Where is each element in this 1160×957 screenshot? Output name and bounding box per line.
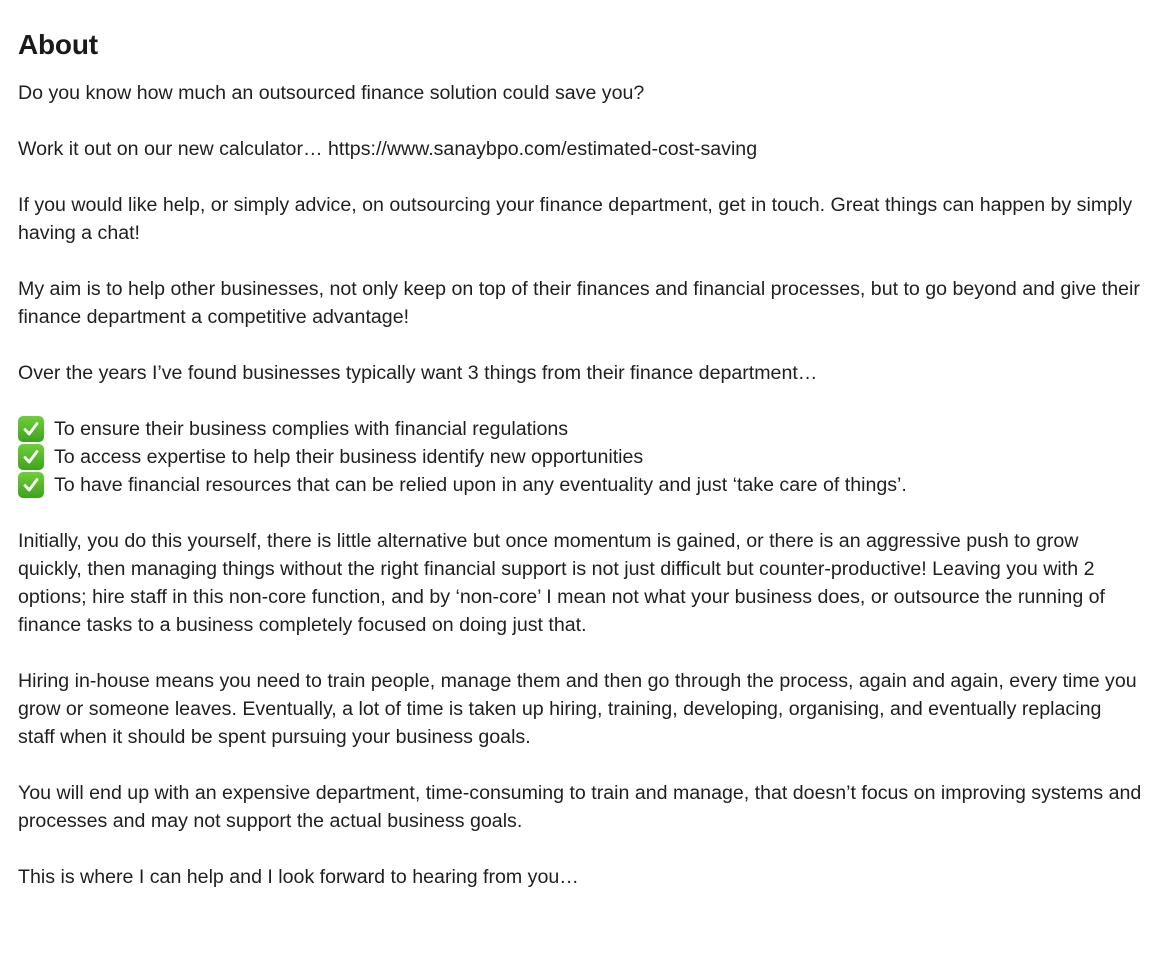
checklist-item-text: To ensure their business complies with financial regulations bbox=[54, 418, 569, 440]
paragraph-calculator bbox=[18, 135, 1142, 163]
paragraph-hiring: Hiring in-house means you need to train people, manage them and then go through the process, again and again, every time you grow or someone leaves. Eventually, a lot of time is taken up hiring, training, developing, organising, and eventually replacing staff when it should be spent pursuing your business goals. bbox=[18, 670, 1137, 748]
paragraph-get-in-touch: If you would like help, or simply advice, on outsourcing your finance department, get in touch. Great things can happen by simply having a chat! bbox=[18, 194, 1133, 244]
paragraph-closing: This is where I can help and I look forward to hearing from you… bbox=[18, 866, 579, 888]
paragraph-initially: Initially, you do this yourself, there is little alternative but once momentum is gained, or there is an aggressive push to grow quickly, then managing things without the right financial support is not just difficult but counter-productive! Leaving you with 2 options; hire staff in this non-core function, and by ‘non-core’ I mean not what your business does, or outsource the running of finance tasks to a business completely focused on doing just that. bbox=[18, 530, 1106, 636]
paragraph-aim: My aim is to help other businesses, not only keep on top of their finances and financial processes, but to go beyond and give their finance department a competitive advantage! bbox=[18, 278, 1140, 328]
calculator-text: Work it out on our new calculator… bbox=[18, 138, 329, 160]
checklist bbox=[18, 415, 1142, 499]
checklist-item bbox=[18, 415, 1142, 443]
calculator-link[interactable]: https://www.sanaybpo.com/estimated-cost-saving bbox=[328, 138, 758, 160]
checklist-item-text: To have financial resources that can be relied upon in any eventuality and just ‘take care of things’. bbox=[54, 474, 907, 496]
check-mark-button-icon bbox=[18, 416, 44, 442]
check-mark-button-icon bbox=[18, 444, 44, 470]
paragraph-expensive: You will end up with an expensive department, time-consuming to train and manage, that doesn’t focus on improving systems and processes and may not support the actual business goals. bbox=[18, 782, 1142, 832]
checklist-item-text: To access expertise to help their business identify new opportunities bbox=[54, 446, 644, 468]
about-body bbox=[18, 79, 1142, 891]
checklist-item bbox=[18, 443, 1142, 471]
section-title: About bbox=[18, 29, 98, 60]
paragraph-three-things: Over the years I’ve found businesses typically want 3 things from their finance department… bbox=[18, 362, 818, 384]
checklist-item bbox=[18, 471, 1142, 499]
check-mark-button-icon bbox=[18, 472, 44, 498]
paragraph-intro: Do you know how much an outsourced finance solution could save you? bbox=[18, 82, 645, 104]
